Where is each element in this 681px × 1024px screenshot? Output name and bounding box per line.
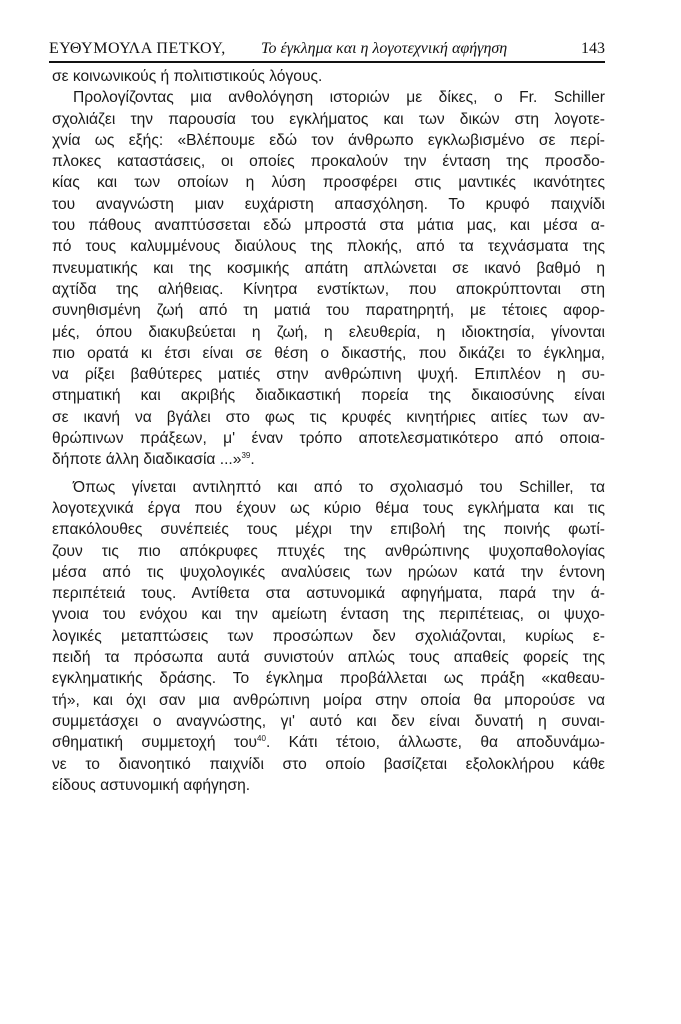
text-line: Όπως γίνεται αντιληπτό και από το σχολιασμό του Schiller, τα <box>73 478 605 496</box>
text-line: μέσα από τις ψυχολογικές αναλύσεις των ηρώων κατά την έντονη <box>52 563 605 581</box>
text-line: ζουν τις πιο απόκρυφες πτυχές της ανθρώπινης ψυχοπαθολογίας <box>52 542 605 560</box>
text-line: πνευματικής και της κοσμικής απάτη απλώνεται σε ικανό βαθμό η <box>52 259 605 277</box>
text-line: λογικές μεταπτώσεις των προσώπων δεν σχολιάζονται, κυρίως ε- <box>52 627 605 645</box>
text-line: θρώπινων πράξεων, μ' έναν τρόπο αποτελεσματικότερο από οποια- <box>52 430 605 448</box>
text-line: είδους αστυνομική αφήγηση. <box>52 776 251 794</box>
text-line: χνία ως εξής: «Βλέπουμε εδώ τον άνθρωπο εγκλωβισμένο σε περί- <box>52 131 605 149</box>
line-text: δήποτε άλλη διαδικασία ...» <box>52 451 242 469</box>
text-line <box>52 732 605 753</box>
footnote-reference: 40 <box>257 734 266 744</box>
text-line: λογοτεχνικά έργα που έχουν ως κύριο θέμα τους εγκλήματα και τις <box>52 499 605 517</box>
text-line: κίας και των οποίων η λύση προσφέρει στις μαντικές ικανότητες <box>52 174 605 192</box>
paragraph-2 <box>52 87 605 470</box>
text-line: γνοια του ενόχου και την αμείωτη ένταση της περιπέτειας, οι ψυχο- <box>52 606 605 624</box>
text-line: σχολιάζει την παρουσία του εγκλήματος και των δικών στη λογοτε- <box>52 110 605 128</box>
text-line: να ρίξει βαθύτερες ματιές στην ανθρώπινη ψυχή. Επιπλέον η συ- <box>52 366 605 384</box>
text-line: Προλογίζοντας μια ανθολόγηση ιστοριών με δίκες, ο Fr. Schiller <box>73 89 605 107</box>
text-line: συνηθισμένη ζωή από τη ματιά του παρατηρητή, με τέτοιες αφορ- <box>52 302 605 320</box>
header-title: Το έγκλημα και η λογοτεχνική αφήγηση <box>261 40 508 57</box>
text-line: σε κοινωνικούς ή πολιτιστικούς λόγους. <box>52 68 323 85</box>
text-line: σε ικανή να βγάλει στο φως τις κρυφές κινητήριες αιτίες των αν- <box>52 408 605 426</box>
text-line: περιπέτειά τους. Αντίθετα στα αστυνομικά αφηγήματα, παρά την ά- <box>52 585 605 603</box>
text-line: μές, όπου διακυβεύεται η ζωή, η ελευθερία, η ιδιοκτησία, γίνονται <box>52 323 605 341</box>
page-number: 143 <box>581 40 605 57</box>
paragraph-3 <box>52 477 605 796</box>
text-line: πλοκες καταστάσεις, οι οποίες προκαλούν την ένταση της προσδο- <box>52 153 605 171</box>
text-line: του αναγνώστη μιαν ευχάριστη απασχόληση. Το κρυφό παιχνίδι <box>52 195 605 213</box>
text-line: πό τους καλυμμένους διαύλους της πλοκής, από τα τεχνάσματα της <box>52 238 605 256</box>
text-line: πιο ορατά κι έτσι είναι σε θέση ο δικαστής, που δικάζει το έγκλημα, <box>52 344 605 362</box>
text-line: νε το διανοητικό παιχνίδι στο οποίο βασίζεται εξολοκλήρου κάθε <box>52 755 605 773</box>
text-line: αχτίδα της αλήθειας. Κίνητρα ενστίκτων, που αποκρύπτονται στη <box>52 280 605 298</box>
running-header <box>49 36 605 62</box>
text-line: τή», και όχι σαν μια ανθρώπινη μοίρα στην οποία θα μπορούσε να <box>52 691 605 709</box>
text-line: στηματική και ακριβής διαδικαστική πορεία της δικαιοσύνης είναι <box>52 387 605 405</box>
text-line: του πάθους αναπτύσσεται εδώ μπροστά στα μάτια μας, και μέσα α- <box>52 217 605 235</box>
text-line: δήποτε άλλη διαδικασία ...»$^{39}$. <box>52 451 255 469</box>
header-author: ΕΥΘΥΜΟΥΛΑ ΠΕΤΚΟΥ, <box>49 40 226 57</box>
header-rule <box>49 61 605 63</box>
text-line: εγκληματικής δράσης. Το έγκλημα προβάλλεται ως πράξη «καθεαυ- <box>52 670 605 688</box>
paragraph-1 <box>52 66 605 87</box>
line-text: σθηματική συμμετοχή του <box>52 734 258 752</box>
body-text <box>52 66 605 796</box>
line-text: . Κάτι τέτοιο, άλλωστε, θα αποδυνάμω- <box>265 734 605 752</box>
text-line: πειδή τα πρόσωπα αυτά συνιστούν απλώς τους απαθείς φορείς της <box>52 649 605 667</box>
text-line: επακόλουθες συνέπειές τους μέχρι την επιβολή της ποινής φωτί- <box>52 521 605 539</box>
footnote-reference: 39 <box>241 451 251 461</box>
text-line: συμμετάσχει ο αναγνώστης, γι' αυτό και δεν είναι δυνατή η συναι- <box>52 712 605 730</box>
